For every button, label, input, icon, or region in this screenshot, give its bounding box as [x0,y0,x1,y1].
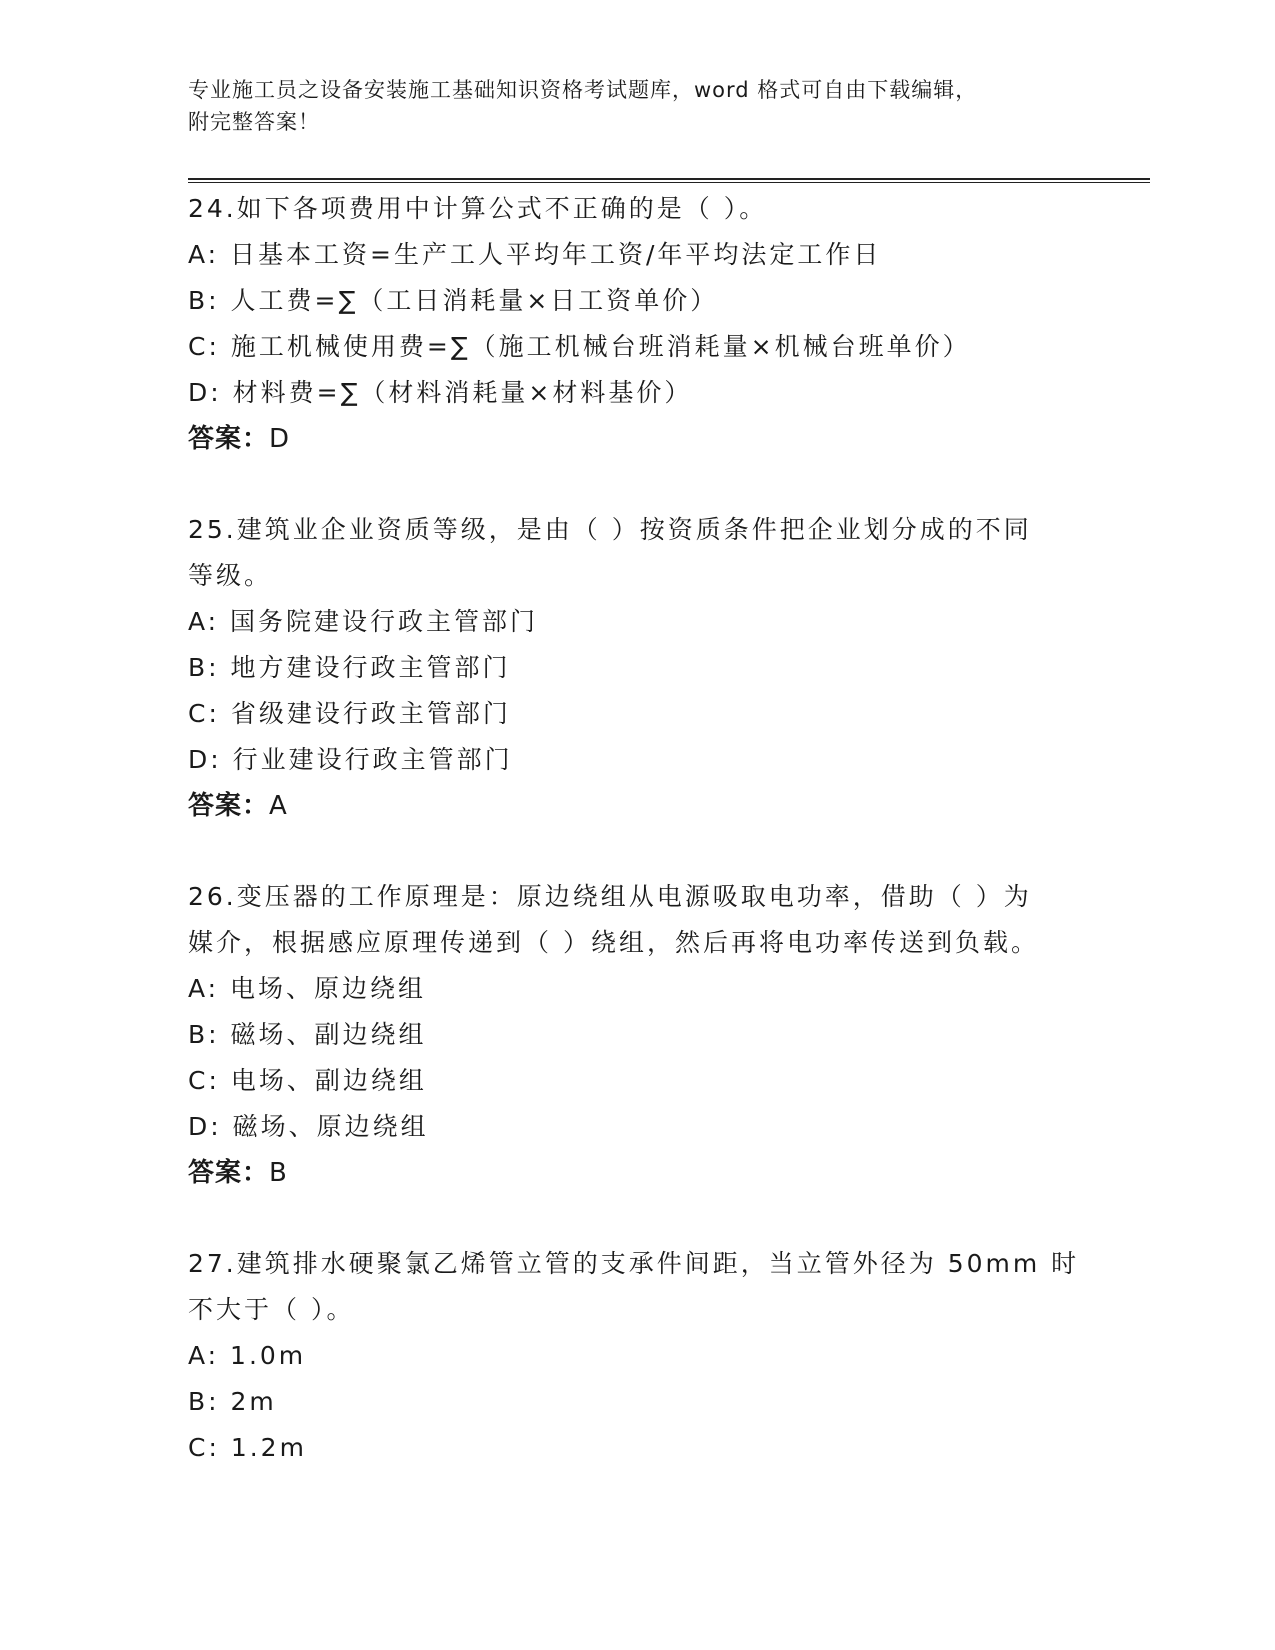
question-25 [188,507,1088,829]
question-stem-continued: 等级。 [188,561,273,590]
document-header [188,74,1068,138]
header-line-2: 附完整答案！ [188,110,320,134]
question-stem-continued: 不大于（ ）。 [188,1295,355,1324]
question-24 [188,186,1088,462]
header-line-1: 专业施工员之设备安装施工基础知识资格考试题库，word 格式可自由下载编辑， [188,78,978,102]
question-list [188,186,1088,1516]
answer-value: A [269,791,288,821]
answer-label: 答案： [188,1158,270,1188]
question-stem: 26.变压器的工作原理是：原边绕组从电源吸取电功率，借助（ ）为 [188,882,1032,911]
answer-label: 答案： [188,791,270,821]
option-c: C: 1.2m [188,1433,307,1462]
answer-value: D [269,424,291,454]
option-b: B: 人工费=∑（工日消耗量×日工资单价） [188,286,719,315]
option-a: A: 1.0m [188,1341,307,1370]
question-stem: 24.如下各项费用中计算公式不正确的是（ ）。 [188,194,768,223]
answer [188,1150,1088,1196]
question-stem: 27.建筑排水硬聚氯乙烯管立管的支承件间距，当立管外径为 50mm 时 [188,1249,1080,1278]
question-27 [188,1241,1088,1471]
option-a: A: 电场、原边绕组 [188,974,427,1003]
option-b: B: 磁场、副边绕组 [188,1020,427,1049]
option-d: D: 材料费=∑（材料消耗量×材料基价） [188,378,693,407]
option-a: A: 日基本工资=生产工人平均年工资/年平均法定工作日 [188,240,882,269]
header-divider [188,178,1150,183]
option-d: D: 行业建设行政主管部门 [188,745,513,774]
option-b: B: 2m [188,1387,277,1416]
option-a: A: 国务院建设行政主管部门 [188,607,539,636]
option-c: C: 施工机械使用费=∑（施工机械台班消耗量×机械台班单价） [188,332,971,361]
answer [188,783,1088,829]
question-stem-continued: 媒介，根据感应原理传递到（ ）绕组，然后再将电功率传送到负载。 [188,928,1039,957]
option-c: C: 省级建设行政主管部门 [188,699,511,728]
option-c: C: 电场、副边绕组 [188,1066,427,1095]
option-d: D: 磁场、原边绕组 [188,1112,429,1141]
answer [188,416,1088,462]
question-stem: 25.建筑业企业资质等级，是由（ ）按资质条件把企业划分成的不同 [188,515,1032,544]
option-b: B: 地方建设行政主管部门 [188,653,511,682]
answer-label: 答案： [188,424,270,454]
answer-value: B [269,1158,288,1188]
question-26 [188,874,1088,1196]
